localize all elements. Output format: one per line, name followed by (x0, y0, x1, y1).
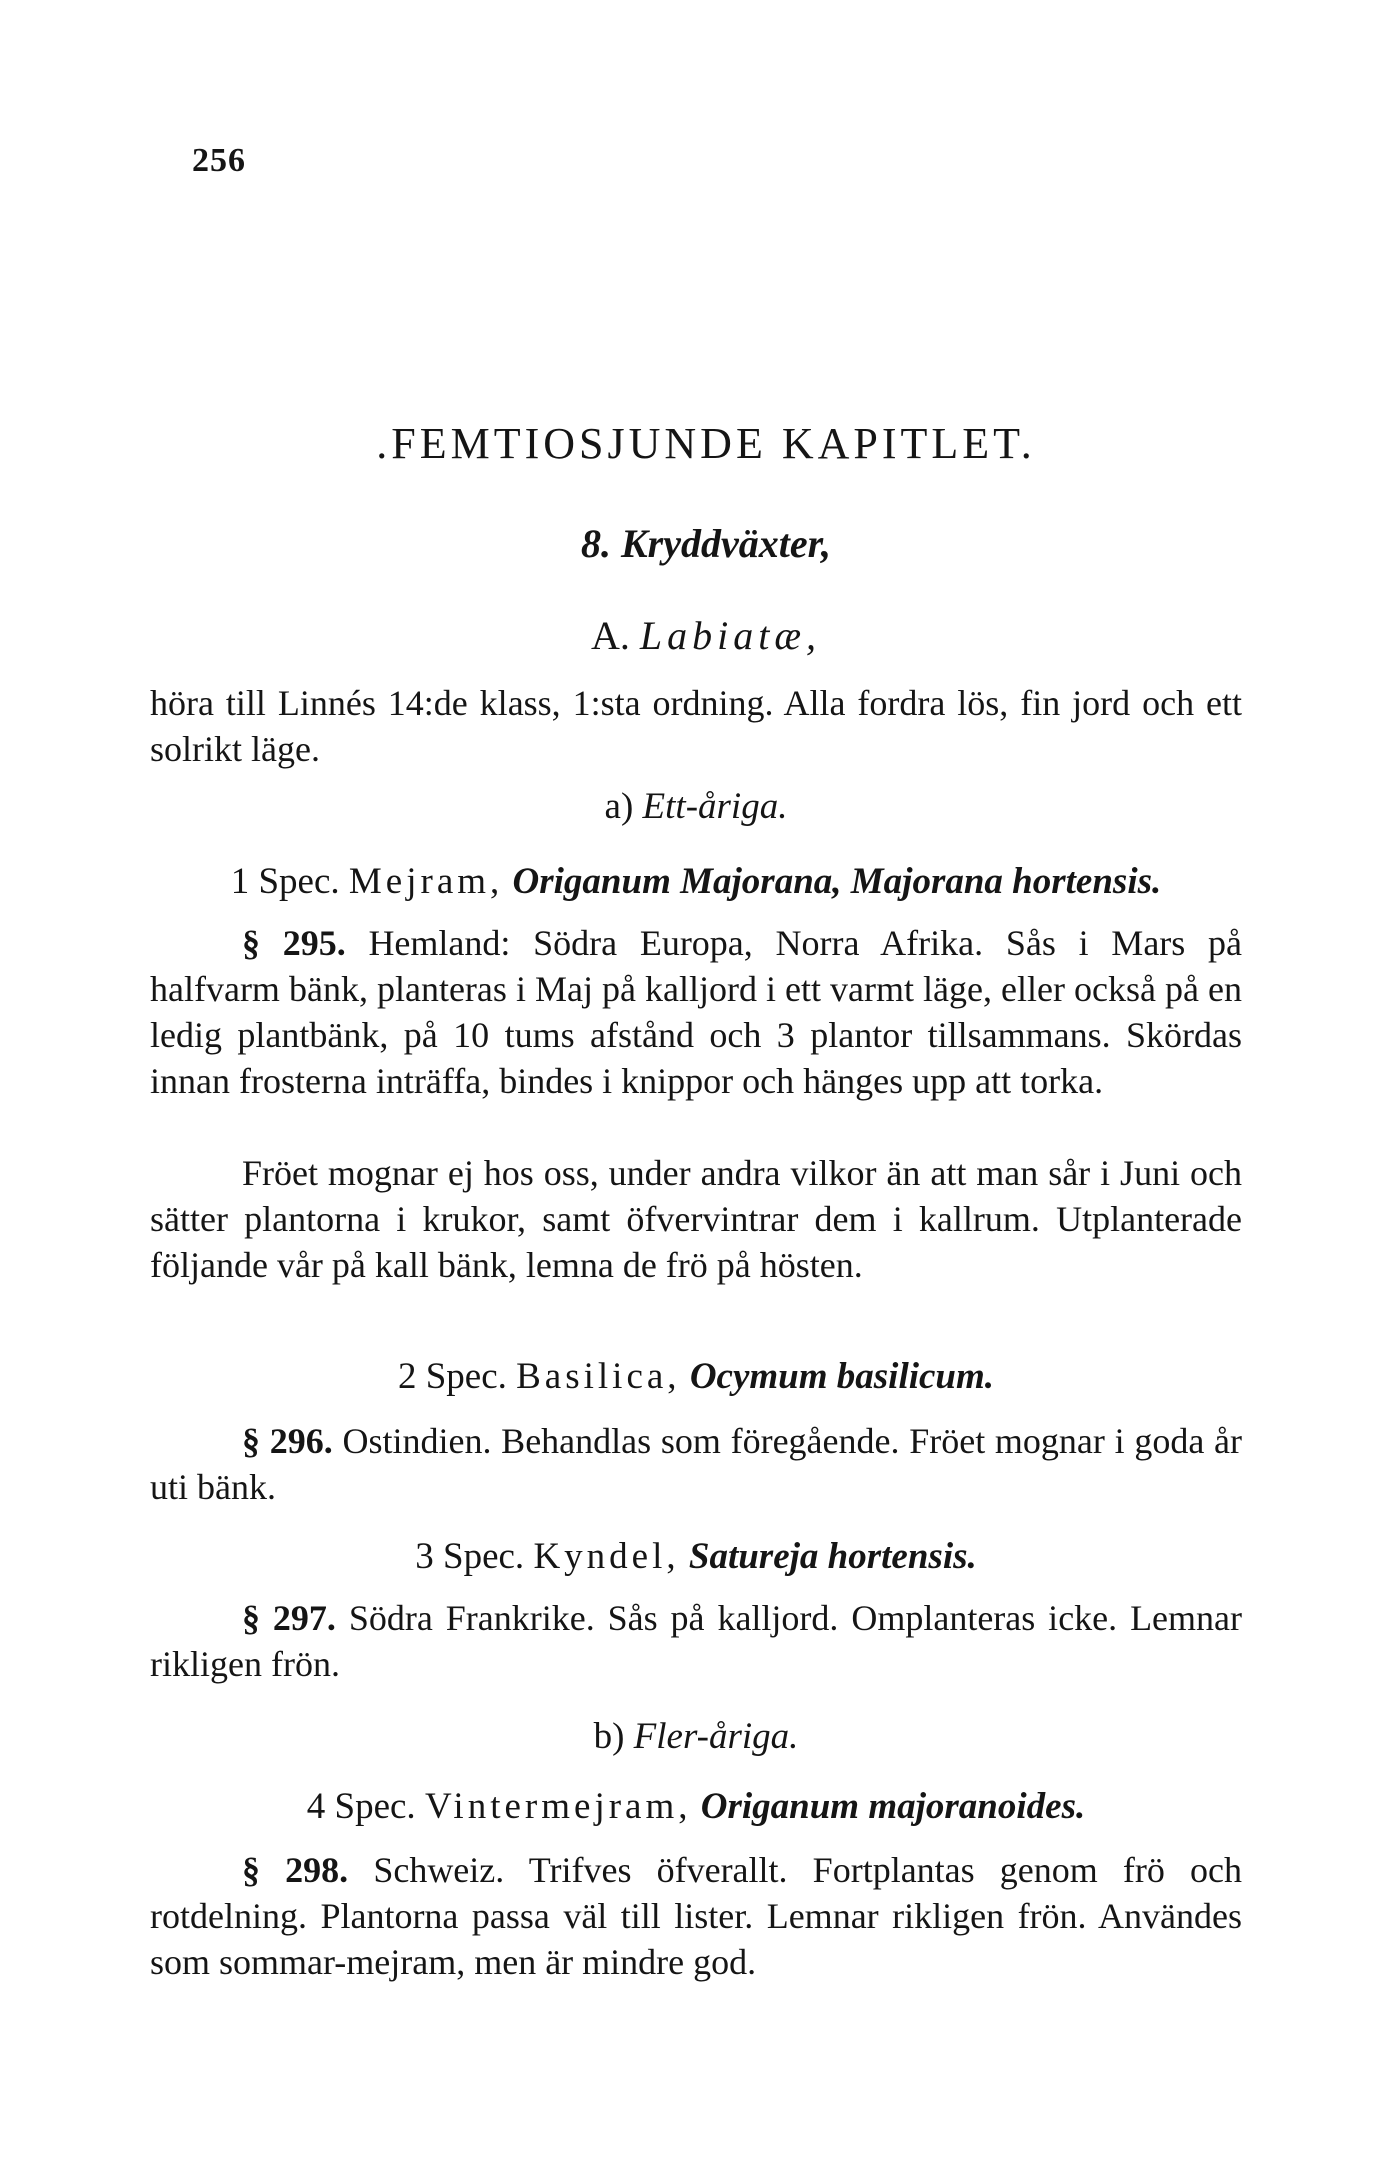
group-a-name: Ett-åriga. (642, 786, 788, 827)
section-title: Kryddväxter, (621, 521, 831, 566)
spec-3-number: 3 Spec. (415, 1536, 525, 1577)
spec-1-latin: Origanum Majorana, Majorana hortensis. (512, 861, 1162, 902)
spec-2-number: 2 Spec. (397, 1356, 507, 1397)
section-295-label: § 295. (242, 923, 346, 963)
spec-1-name: Mejram, (348, 861, 504, 902)
spec-2-heading (150, 1355, 1242, 1398)
spec-4-latin: Origanum majoranoides. (700, 1786, 1086, 1827)
group-b-name: Fler-åriga. (633, 1716, 799, 1757)
paragraph-296-text: Ostindien. Behandlas som föregående. Fröet mognar i goda år uti bänk. (150, 1421, 1243, 1507)
paragraph-295-text: Hemland: Södra Europa, Norra Afrika. Sås i Mars på halfvarm bänk, planteras i Maj på kalljord i ett varmt läge, eller också på en ledig plantbänk, på 10 tums afstånd och 3 plantor tillsammans. Skördas innan frosterna inträffa, bindes i knippor och hänges upp att torka. (150, 923, 1242, 1101)
group-a-label: a) (604, 786, 634, 827)
section-297-label: § 297. (242, 1598, 336, 1638)
paragraph-297-text: Södra Frankrike. Sås på kalljord. Omplanteras icke. Lemnar rikligen frön. (150, 1598, 1243, 1684)
section-heading (160, 520, 1252, 567)
page-number: 256 (192, 142, 246, 179)
group-a-heading (150, 785, 1242, 828)
paragraph-298 (150, 1847, 1242, 1985)
spec-2-name: Basilica, (516, 1356, 681, 1397)
chapter-title: .FEMTIOSJUNDE KAPITLET. (376, 419, 1036, 468)
spec-1-heading (150, 860, 1242, 903)
paragraph-298-text: Schweiz. Trifves öfverallt. Fortplantas genom frö och rotdelning. Plantorna passa väl till lister. Lemnar rikligen frön. Användes som sommar-mejram, men är mindre god. (150, 1850, 1243, 1982)
section-298-label: § 298. (242, 1850, 349, 1890)
spec-2-latin: Ocymum basilicum. (689, 1356, 995, 1397)
spec-3-heading (150, 1535, 1242, 1578)
spec-3-name: Kyndel, (533, 1536, 680, 1577)
group-b-heading (150, 1715, 1242, 1758)
paragraph-295 (150, 920, 1242, 1104)
paragraph-295-continued: Fröet mognar ej hos oss, under andra vilkor än att man sår i Juni och sätter plantorna i krukor, samt öfvervintrar dem i kallrum. Utplanterade följande vår på kall bänk, lemna de frö på hösten. (150, 1153, 1242, 1285)
section-number: 8. (581, 521, 611, 566)
spec-1-number: 1 Spec. (230, 861, 340, 902)
group-b-label: b) (593, 1716, 625, 1757)
family-heading (160, 612, 1252, 659)
paragraph-296 (150, 1418, 1242, 1510)
spec-4-number: 4 Spec. (306, 1786, 416, 1827)
intro-paragraph: höra till Linnés 14:de klass, 1:sta ordning. Alla fordra lös, fin jord och ett solrikt läge. (150, 683, 1242, 769)
family-name: Labiatæ, (639, 613, 822, 658)
spec-3-latin: Satureja hortensis. (688, 1536, 977, 1577)
paragraph-297 (150, 1595, 1242, 1687)
spec-4-heading (150, 1785, 1242, 1828)
family-letter: A. (590, 613, 630, 658)
section-296-label: § 296. (242, 1421, 333, 1461)
spec-4-name: Vintermejram, (424, 1786, 692, 1827)
